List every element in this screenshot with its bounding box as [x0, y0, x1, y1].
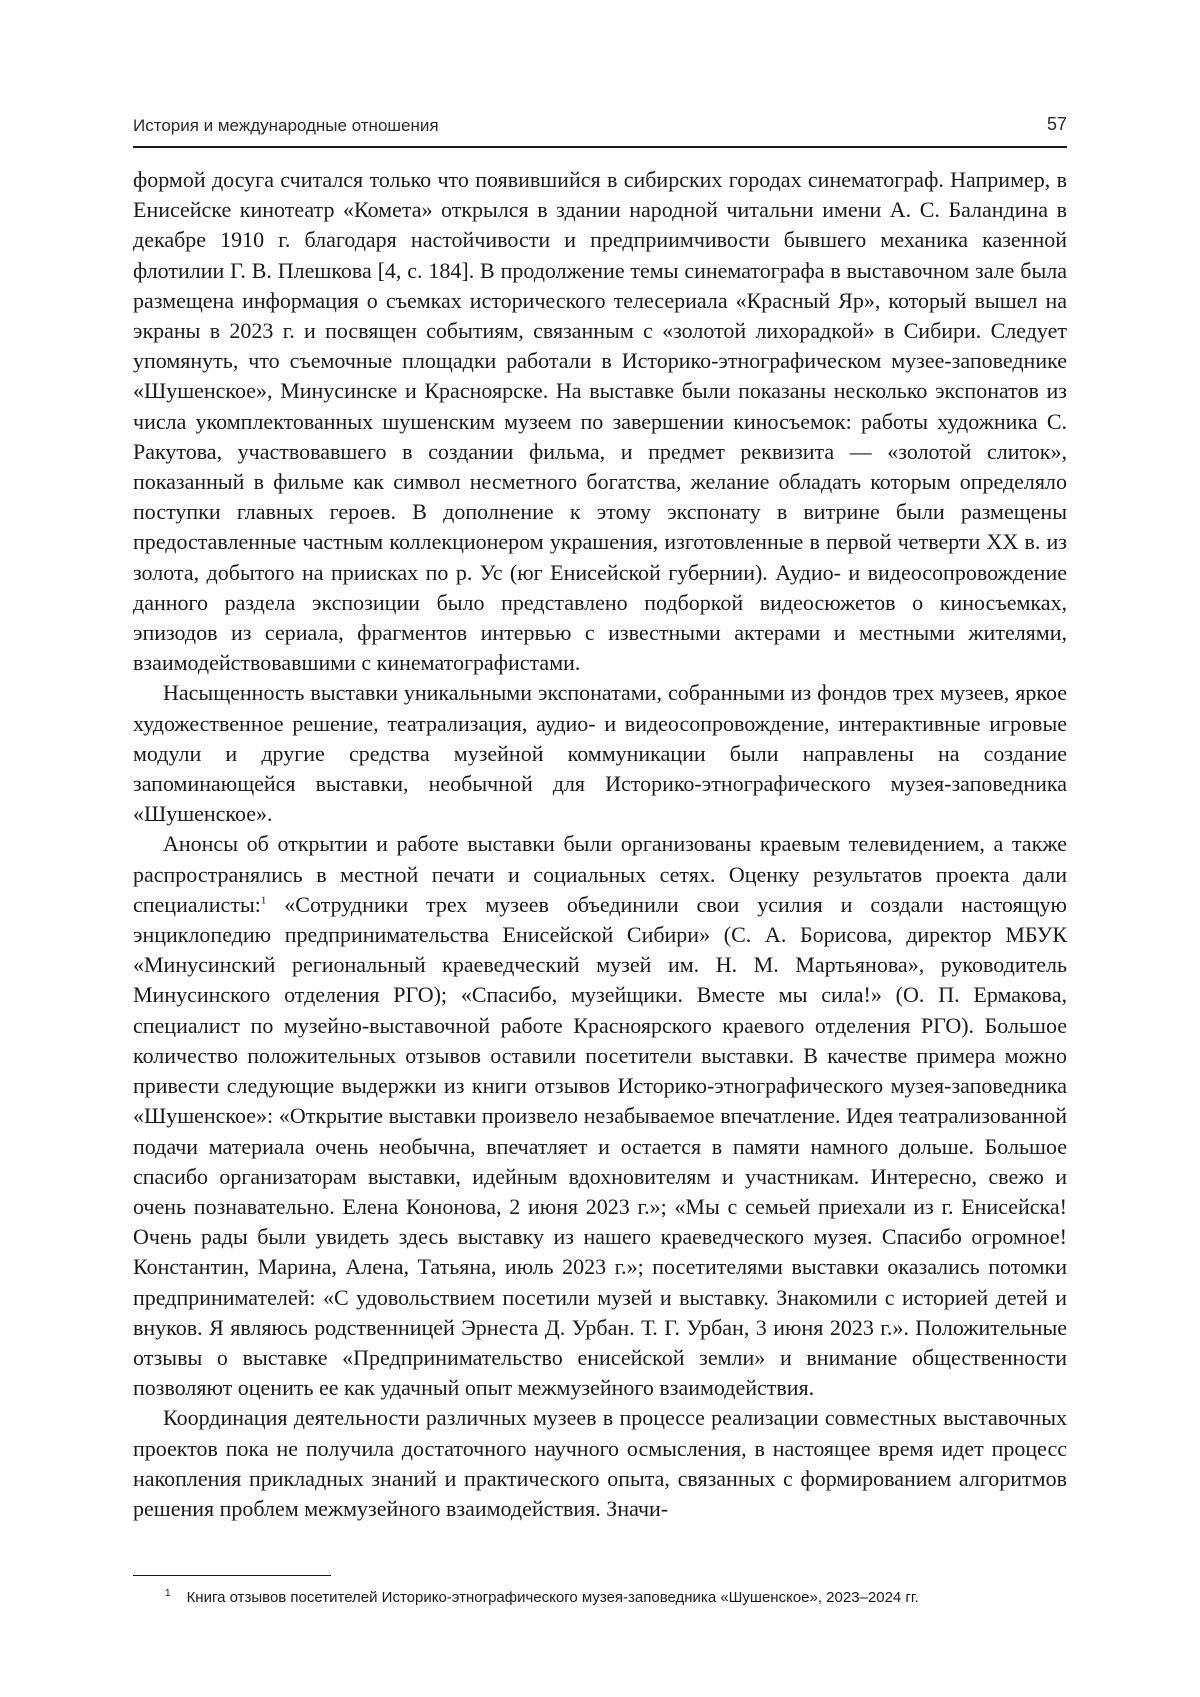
paragraph-1: формой досуга считался только что появившийся в сибирских городах синематограф. Например, в Енисейске кинотеатр «Комета» открылся в здании народной читальни имени А. С. Баландина в декабре 1910 г. благодаря настойчивости и предприимчивости бывшего механика казенной флотилии Г. В. Плешкова [4, с. 184]. В продолжение темы синематографа в выставочном зале была размещена информация о съемках исторического телесериала «Красный Яр», который вышел на экраны в 2023 г. и посвящен событиям, связанным с «золотой лихорадкой» в Сибири. Следует упомянуть, что съемочные площадки работали в Историко-этнографическом музее-заповеднике «Шушенское», Минусинске и Красноярске. На выставке были показаны несколько экспонатов из числа укомплектованных шушенским музеем по завершении киносъемок: работы художника С. Ракутова, участвовавшего в создании фильма, и предмет реквизита — «золотой слиток», показанный в фильме как символ несметного богатства, желание обладать которым определяло поступки главных героев. В дополнение к этому экспонату в витрине были размещены предоставленные частным коллекционером украшения, изготовленные в первой четверти XX в. из золота, добытого на приисках по р. Ус (юг Енисейской губернии). Аудио- и видеосопровождение данного раздела экспозиции было представлено подборкой видеосюжетов о киносъемках, эпизодов из сериала, фрагментов интервью с известными актерами и местными жителями, взаимодействовавшими с кинематографистами. — [133, 167, 1067, 676]
main-text — [133, 165, 1067, 1524]
page-number: 57 — [1046, 114, 1067, 134]
running-header — [133, 110, 1067, 148]
paragraph-2: Насыщенность выставки уникальными экспонатами, собранными из фондов трех музеев, яркое художественное решение, театрализация, аудио- и видеосопровождение, интерактивные игровые модули и другие средства музейной коммуникации были направлены на создание запоминающейся выставки, необычной для Историко-этнографического музея-заповедника «Шушенское». — [133, 680, 1067, 827]
paragraph-4: Координация деятельности различных музеев в процессе реализации совместных выставочных проектов пока не получила достаточного научного осмысления, в настоящее время идет процесс накопления прикладных знаний и практического опыта, связанных с формированием алгоритмов решения проблем межмузейного взаимодействия. Значи- — [133, 1405, 1067, 1521]
footnote-reference-mark[interactable]: 1 — [260, 894, 267, 907]
running-title: История и международные отношения — [133, 116, 439, 135]
footnote-text: Книга отзывов посетителей Историко-этнографического музея-заповедника «Шушенское», 2023–2024 гг. — [186, 1589, 919, 1606]
footnote-mark: 1 — [165, 1588, 171, 1599]
footnote — [165, 1588, 1065, 1606]
paragraph-3-text-after: «Сотрудники трех музеев объединили свои усилия и создали настоящую энциклопедию предпринимательства Енисейской Сибири» (С. А. Борисова, директор МБУК «Минусинский региональный краеведческий музей им. Н. М. Мартьянова», руководитель Минусинского отделения РГО); «Спасибо, музейщики. Вместе мы сила!» (О. П. Ермакова, специалист по музейно-выставочной работе Красноярского краевого отделения РГО). Большое количество положительных отзывов оставили посетители выставки. В качестве примера можно привести следующие выдержки из книги отзывов Историко-этнографического музея-заповедника «Шушенское»: «Открытие выставки произвело незабываемое впечатление. Идея театрализованной подачи материала очень необычна, впечатляет и остается в памяти намного дольше. Большое спасибо организаторам выставки, идейным вдохновителям и участникам. Интересно, свежо и очень познавательно. Елена Кононова, 2 июня 2023 г.»; «Мы с семьей приехали из г. Енисейска! Очень рады были увидеть здесь выставку из нашего краеведческого музея. Спасибо огромное! Константин, Марина, Алена, Татьяна, июль 2023 г.»; посетителями выставки оказались потомки предпринимателей: «С удовольствием посетили музей и выставку. Знакомили с историей детей и внуков. Я являюсь родственницей Эрнеста Д. Урбан. Т. Г. Урбан, 3 июня 2023 г.». Положительные отзывы о выставке «Предпринимательство енисейской земли» и внимание общественности позволяют оценить ее как удачный опыт межмузейного взаимодействия. — [133, 891, 1067, 1401]
paragraph-3-text-before: Анонсы об открытии и работе выставки были организованы краевым телевидением, а также распространялись в местной печати и социальных сетях. Оценку результатов проекта дали специалисты: — [133, 831, 1067, 917]
paragraph-3 — [133, 829, 1067, 1403]
footnote-divider — [133, 1575, 331, 1576]
